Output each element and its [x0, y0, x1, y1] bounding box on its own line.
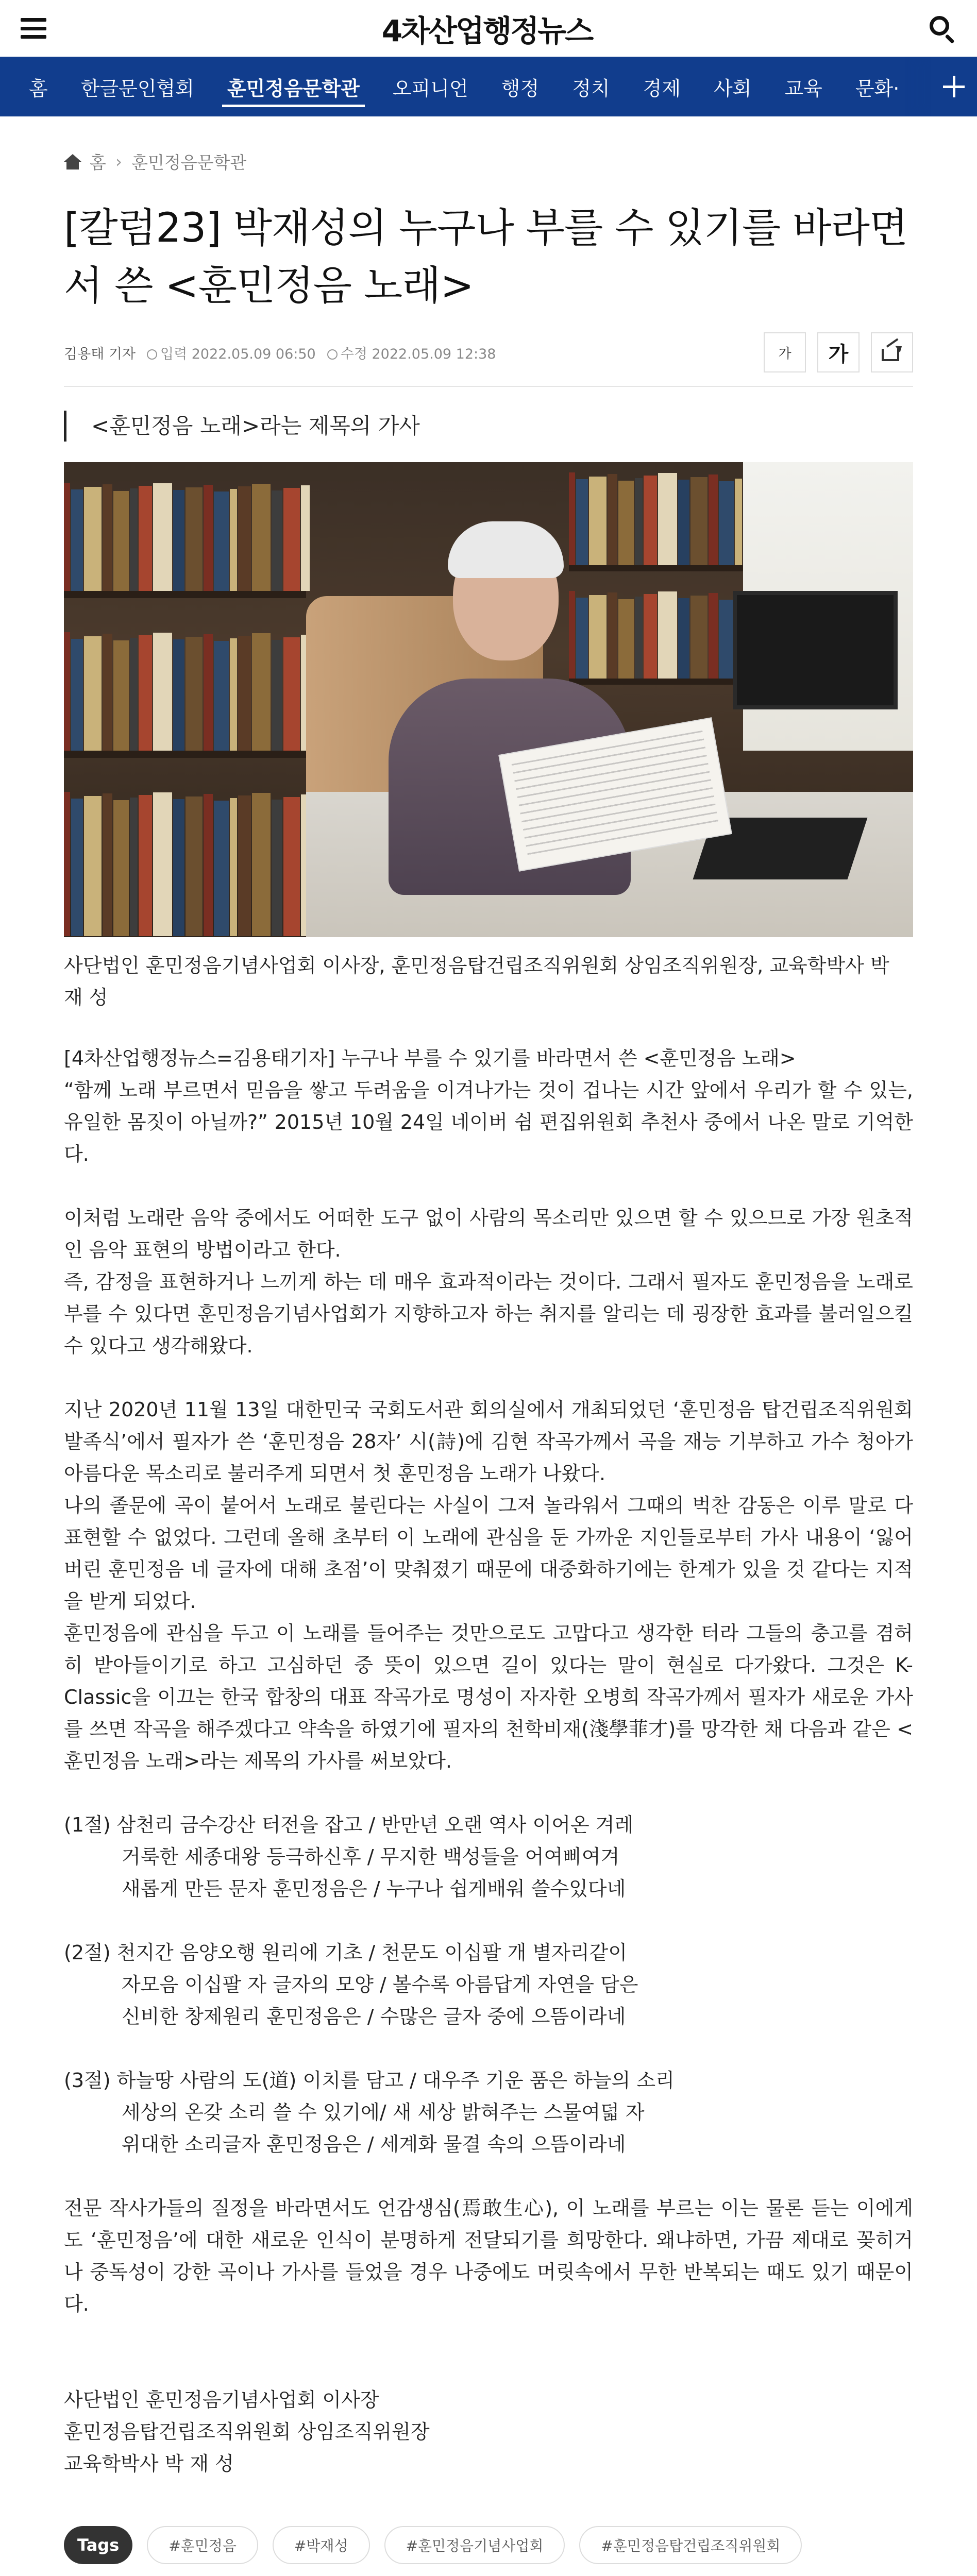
article-meta-row [64, 332, 913, 387]
paragraph: 즉, 감정을 표현하거나 느끼게 하는 데 매우 효과적이라는 것이다. 그래서 필자도 훈민정음을 노래로 부를 수 있다면 훈민정음기념사업회가 지향하고자 하는 취지를 알리는 데 굉장한 효과를 불러일으킬 수 있다고 생각해왔다. [64, 1270, 913, 1357]
home-icon[interactable] [64, 154, 81, 170]
paragraph: “함께 노래 부르면서 믿음을 쌓고 두려움을 이겨나가는 것이 겁나는 시간 앞에서 우리가 할 수 있는, 유일한 몸짓이 아닐까?” 2015년 10월 24일 네이버 쉼 편집위원회 추천사 중에서 나온 말로 기억한다. [64, 1079, 913, 1165]
article-body [64, 1042, 913, 2480]
article-tools [764, 332, 913, 372]
nav-item[interactable]: 행정 [501, 77, 540, 100]
article-photo [64, 462, 913, 937]
published-text: 입력 2022.05.09 06:50 [160, 346, 316, 362]
verse-line: 위대한 소리글자 훈민정음은 / 세계화 물결 속의 으뜸이라네 [122, 2133, 626, 2156]
modified-date [327, 343, 496, 363]
nav-items [0, 57, 916, 116]
nav-item[interactable]: 문화· [855, 77, 900, 100]
verse-line: 세상의 온갖 소리 쓸 수 있기에/ 새 세상 밝혀주는 스물여덟 자 [122, 2101, 645, 2124]
signature-line: 사단법인 훈민정음기념사업회 이사장 [64, 2388, 379, 2411]
breadcrumb-section[interactable]: 훈민정음문학관 [131, 152, 247, 173]
nav-item[interactable]: 경제 [643, 77, 681, 100]
clock-icon [327, 349, 338, 360]
clock-icon [147, 349, 157, 360]
lyrics [64, 1809, 913, 2192]
photo-caption: 사단법인 훈민정음기념사업회 이사장, 훈민정음탑건립조직위원회 상임조직위원장, 교육학박사 박 재 성 [64, 954, 889, 1009]
paragraph: 이처럼 노래란 음악 중에서도 어떠한 도구 없이 사람의 목소리만 있으면 할 수 있으므로 가장 원초적인 음악 표현의 방법이라고 한다. [64, 1207, 913, 1261]
tags-label: Tags [64, 2526, 132, 2564]
article-paragraphs [64, 1042, 913, 1777]
verse-line: 자모음 이십팔 자 글자의 모양 / 볼수록 아름답게 자연을 담은 [122, 1973, 638, 1996]
article-content [0, 149, 977, 2576]
verse [64, 1937, 913, 2032]
signature [64, 2384, 913, 2480]
nav-item[interactable]: 홈 [29, 77, 48, 100]
main-nav [0, 57, 977, 116]
closing-paragraph: 전문 작사가들의 질정을 바라면서도 언감생심(焉敢生心), 이 노래를 부르는 이는 물론 듣는 이에게도 ‘훈민정음’에 대한 새로운 인식이 분명하게 전달되기를 희망한다. 왜냐하면, 가끔 제대로 꽂히거나 중독성이 강한 곡이나 가사를 들었을 경우 나중에도 머릿속에서 무한 반복되는 때도 있기 때문이다. [64, 2197, 913, 2315]
hamburger-icon[interactable] [21, 18, 46, 39]
article-meta [64, 343, 507, 363]
share-icon [882, 344, 902, 361]
article-title: [칼럼23] 박재성의 누구나 부를 수 있기를 바라면서 쓴 <훈민정음 노래> [64, 205, 908, 309]
search-icon[interactable] [928, 14, 956, 43]
verse-first-line: (2절) 천지간 음양오행 원리에 기초 / 천문도 이십팔 개 별자리같이 [64, 1941, 628, 1964]
paragraph: 지난 2020년 11월 13일 대한민국 국회도서관 회의실에서 개최되었던 ‘훈민정음 탑건립조직위원회 발족식’에서 필자가 쓴 ‘훈민정음 28자’ 시(詩)에 김현 작곡가께서 곡을 재능 기부하고 가수 청아가 아름다운 목소리로 불러주게 되면서 첫 훈민정음 노래가 나왔다. [64, 1398, 913, 1485]
share-button[interactable] [871, 332, 913, 372]
nav-item[interactable]: 정치 [572, 77, 610, 100]
signature-line: 교육학박사 박 재 성 [64, 2452, 234, 2475]
nav-item[interactable]: 교육 [784, 77, 822, 100]
nav-item[interactable]: 오피니언 [392, 77, 468, 100]
tag-item[interactable]: #박재성 [273, 2526, 370, 2564]
nav-item[interactable]: 사회 [714, 77, 752, 100]
monitor-graphic [733, 591, 898, 709]
author-name[interactable]: 김용태 기자 [64, 346, 136, 362]
verse-line: 새롭게 만든 문자 훈민정음은 / 누구나 쉽게배워 쓸수있다네 [122, 1877, 626, 1900]
top-header [0, 0, 977, 57]
font-decrease-button[interactable]: 가 [764, 332, 806, 372]
published-date [147, 343, 316, 363]
tag-item[interactable]: #훈민정음 [147, 2526, 258, 2564]
paragraph: [4차산업행정뉴스=김용태기자] 누구나 부를 수 있기를 바라면서 쓴 <훈민정음 노래> [64, 1047, 796, 1070]
article-subtitle: <훈민정음 노래>라는 제목의 가사 [64, 411, 913, 442]
modified-text: 수정 2022.05.09 12:38 [340, 346, 496, 362]
tags-section [64, 2526, 913, 2576]
paragraph: 나의 졸문에 곡이 붙어서 노래로 불린다는 사실이 그저 놀라워서 그때의 벅찬 감동은 이루 말로 다 표현할 수 없었다. 그런데 올해 초부터 이 노래에 관심을 둔 가까운 지인들로부터 가사 내용이 ‘잃어버린 훈민정음 네 글자에 대해 초점’이 맞춰졌기 때문에 대중화하기에는 한계가 있을 것 같다는 지적을 받게 되었다. [64, 1494, 913, 1613]
verse-line: 거룩한 세종대왕 등극하신후 / 무지한 백성들을 어여삐여겨 [122, 1845, 620, 1868]
nav-item[interactable]: 훈민정음문학관 [211, 57, 376, 116]
site-logo[interactable]: 4차산업행정뉴스 [381, 13, 593, 48]
plus-icon[interactable] [931, 57, 977, 116]
verse-first-line: (1절) 삼천리 금수강산 터전을 잡고 / 반만년 오랜 역사 이어온 겨레 [64, 1814, 634, 1836]
verse-first-line: (3절) 하늘땅 사람의 도(道) 이치를 담고 / 대우주 기운 품은 하늘의 소리 [64, 2069, 675, 2092]
nav-item[interactable]: 한글문인협회 [80, 77, 194, 100]
breadcrumb-home[interactable]: 홈 [90, 152, 106, 173]
breadcrumb-separator: › [115, 151, 123, 172]
verse [64, 1809, 913, 1905]
tag-item[interactable]: #훈민정음기념사업회 [384, 2526, 565, 2564]
breadcrumb [64, 149, 913, 174]
font-increase-button[interactable]: 가 [817, 332, 860, 372]
signature-line: 훈민정음탑건립조직위원회 상임조직위원장 [64, 2420, 430, 2443]
verse-line: 신비한 창제원리 훈민정음은 / 수많은 글자 중에 으뜸이라네 [122, 2005, 626, 2028]
paragraph: 훈민정음에 관심을 두고 이 노래를 들어주는 것만으로도 고맙다고 생각한 터라 그들의 충고를 겸허히 받아들이기로 하고 고심하던 중 뜻이 있으면 길이 있다는 말이 현실로 다가왔다. 그것은 K-Classic을 이끄는 한국 합창의 대표 작곡가로 명성이 자자한 오병희 작곡가께서 필자가 새로운 가사를 쓰면 작곡을 해주겠다고 약속을 하였기에 필자의 천학비재(淺學菲才)를 망각한 채 다음과 같은 <훈민정음 노래>라는 제목의 가사를 써보았다. [64, 1622, 913, 1772]
verse [64, 2064, 913, 2160]
tag-item[interactable]: #훈민정음탑건립조직위원회 [579, 2526, 802, 2564]
